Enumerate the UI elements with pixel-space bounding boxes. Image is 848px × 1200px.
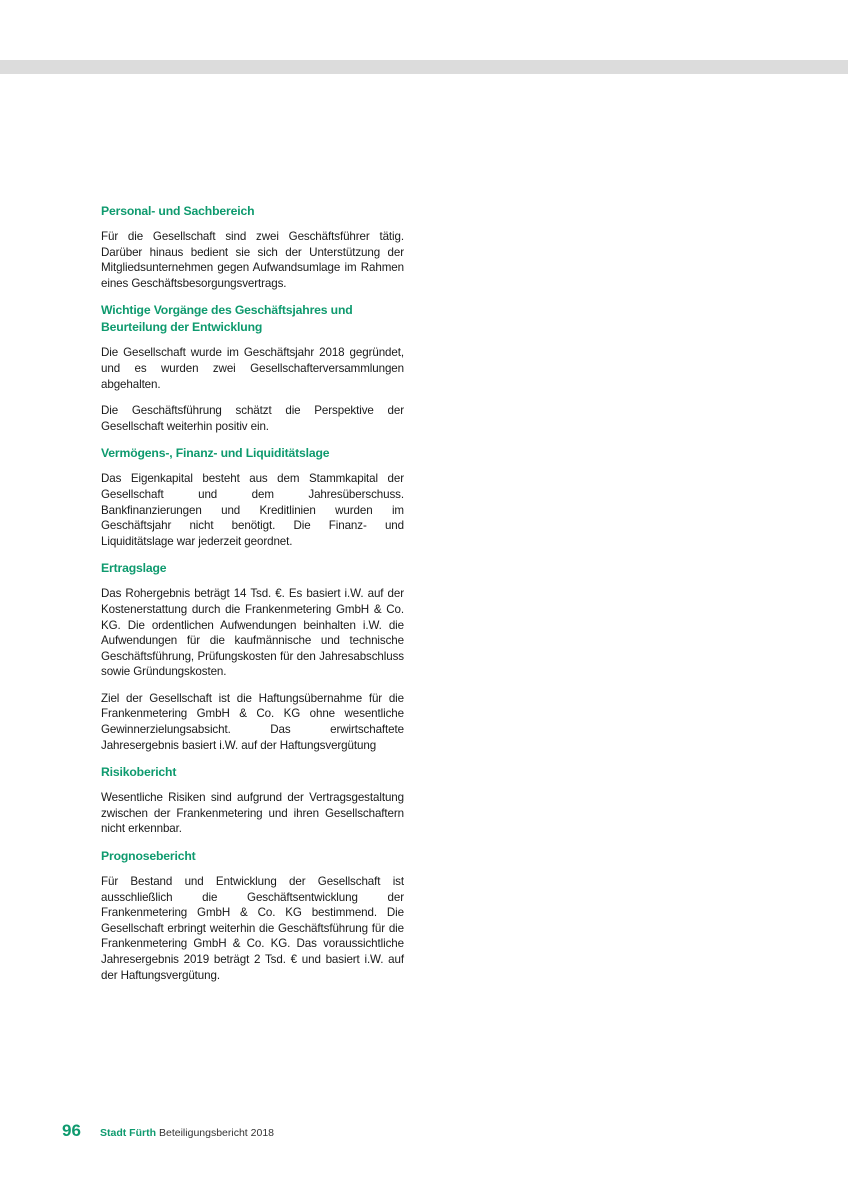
paragraph-ertragslage-1: Das Rohergebnis beträgt 14 Tsd. €. Es basiert i.W. auf der Kostenerstattung durch die Frankenmetering GmbH & Co. KG. Die ordentlichen Aufwendungen beinhalten i.W. die Aufwendungen für die kaufmännische und technische Geschäftsführung, Prüfungskosten für den Jahresabschluss sowie Gründungskosten. [101, 587, 404, 679]
paragraph-prognosebericht: Für Bestand und Entwicklung der Gesellschaft ist ausschließlich die Geschäftsentwicklung der Frankenmetering GmbH & Co. KG bestimmend. Die Gesellschaft erbringt weiterhin die Geschäftsführung für die Frankenmetering GmbH & Co. KG. Das voraussichtliche Jahresergebnis 2019 beträgt 2 Tsd. € und basiert i.W. auf der Haftungsvergütung. [101, 875, 404, 982]
paragraph-vorgaenge-1: Die Gesellschaft wurde im Geschäftsjahr 2018 gegründet, und es wurden zwei Gesellschafterversammlungen abgehalten. [101, 346, 404, 391]
paragraph-ertragslage-2: Ziel der Gesellschaft ist die Haftungsübernahme für die Frankenmetering GmbH & Co. KG ohne wesentliche Gewinnerzielungsabsicht. Das erwirtschaftete Jahresergebnis basiert i.W. auf der Haftungsvergütung [101, 691, 404, 752]
page-number: 96 [62, 1121, 81, 1140]
paragraph-vermoegenslage: Das Eigenkapital besteht aus dem Stammkapital der Gesellschaft und dem Jahresüberschuss. Bankfinanzierungen und Kreditlinien wurden im Geschäftsjahr nicht benötigt. Die Finanz- und Liquiditätslage war jederzeit geordnet. [101, 472, 404, 548]
paragraph-risikobericht: Wesentliche Risiken sind aufgrund der Vertragsgestaltung zwischen der Frankenmetering und ihren Gesellschaftern nicht erkennbar. [101, 791, 404, 836]
footer-brand: Stadt Fürth [100, 1127, 156, 1139]
paragraph-vorgaenge-2: Die Geschäftsführung schätzt die Perspektive der Gesellschaft weiterhin positiv ein. [101, 404, 404, 433]
heading-prognosebericht: Prognosebericht [101, 849, 196, 864]
heading-personal: Personal- und Sachbereich [101, 204, 255, 218]
report-content [101, 203, 404, 991]
paragraph-personal: Für die Gesellschaft sind zwei Geschäftsführer tätig. Darüber hinaus bedient sie sich der Unterstützung der Mitgliedsunternehmen gegen Aufwandsumlage im Rahmen eines Geschäftsbesorgungsvertrags. [101, 230, 404, 290]
footer-title: Beteiligungsbericht 2018 [159, 1127, 274, 1139]
heading-ertragslage: Ertragslage [101, 561, 167, 576]
heading-vorgaenge: Wichtige Vorgänge des Geschäftsjahres und Beurteilung der Entwicklung [101, 303, 353, 335]
page-footer [62, 1121, 274, 1141]
heading-risikobericht: Risikobericht [101, 765, 177, 780]
heading-vermoegenslage: Vermögens-, Finanz- und Liquiditätslage [101, 446, 330, 461]
top-gray-band [0, 60, 848, 74]
